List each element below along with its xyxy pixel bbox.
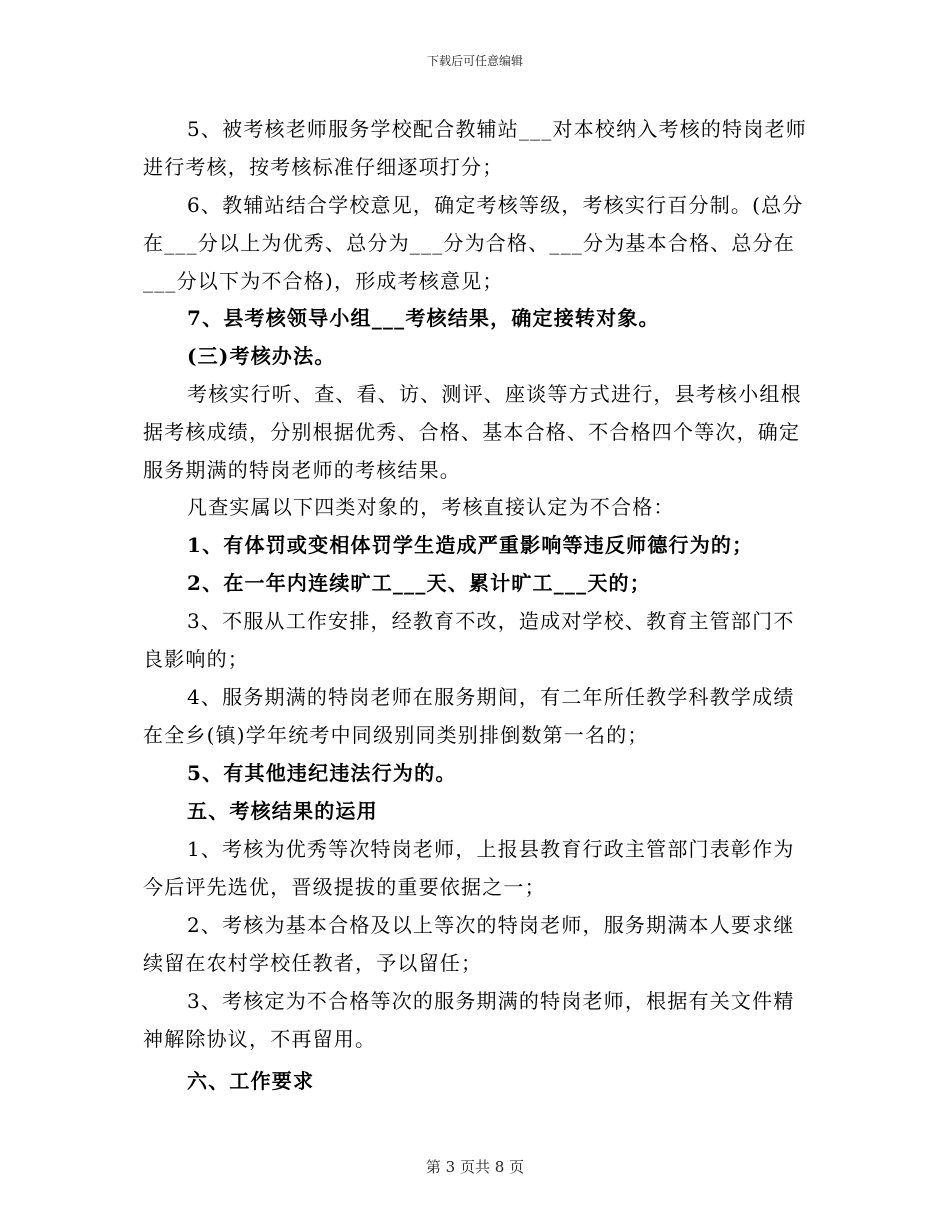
paragraph: 2、在一年内连续旷工___天、累计旷工___天的； <box>187 571 651 595</box>
paragraph: 2、考核为基本合格及以上等次的特岗老师，服务期满本人要求继续留在农村学校任教者，予以留任； <box>143 913 795 975</box>
paragraph: 4、服务期满的特岗老师在服务期间，有二年所任教学科教学成绩在全乡(镇)学年统考中同级别同类别排倒数第一名的； <box>143 685 795 747</box>
paragraph: 五、考核结果的运用 <box>187 799 378 823</box>
paragraph: 3、考核定为不合格等次的服务期满的特岗老师，根据有关文件精神解除协议，不再留用。 <box>143 989 795 1051</box>
paragraph: 1、有体罚或变相体罚学生造成严重影响等违反师德行为的； <box>187 533 754 557</box>
paragraph: 凡查实属以下四类对象的，考核直接认定为不合格： <box>187 495 675 519</box>
page-footer: 第 3 页共 8 页 <box>425 1158 525 1176</box>
paragraph: 1、考核为优秀等次特岗老师，上报县教育行政主管部门表彰作为今后评先选优，晋级提拔的重要依据之一； <box>143 837 795 899</box>
paragraph: 考核实行听、查、看、访、测评、座谈等方式进行，县考核小组根据考核成绩，分别根据优秀、合格、基本合格、不合格四个等次，确定服务期满的特岗老师的考核结果。 <box>143 382 802 482</box>
paragraph: 5、有其他违纪违法行为的。 <box>187 761 457 785</box>
paragraph: (三)考核办法。 <box>187 344 336 368</box>
page-header: 下载后可任意编辑 <box>426 54 523 68</box>
paragraph: 3、不服从工作安排，经教育不改，造成对学校、教育主管部门不良影响的； <box>143 609 795 671</box>
paragraph: 7、县考核领导小组___考核结果，确定接转对象。 <box>187 306 660 330</box>
paragraph: 六、工作要求 <box>187 1069 315 1093</box>
paragraph: 5、被考核老师服务学校配合教辅站___对本校纳入考核的特岗老师进行考核，按考核标准仔细逐项打分； <box>143 117 807 179</box>
paragraph: 6、教辅站结合学校意见，确定考核等级，考核实行百分制。(总分在___分以上为优秀、总分为___分为合格、___分为基本合格、总分在___分以下为不合格)，形成考核意见； <box>143 193 804 293</box>
